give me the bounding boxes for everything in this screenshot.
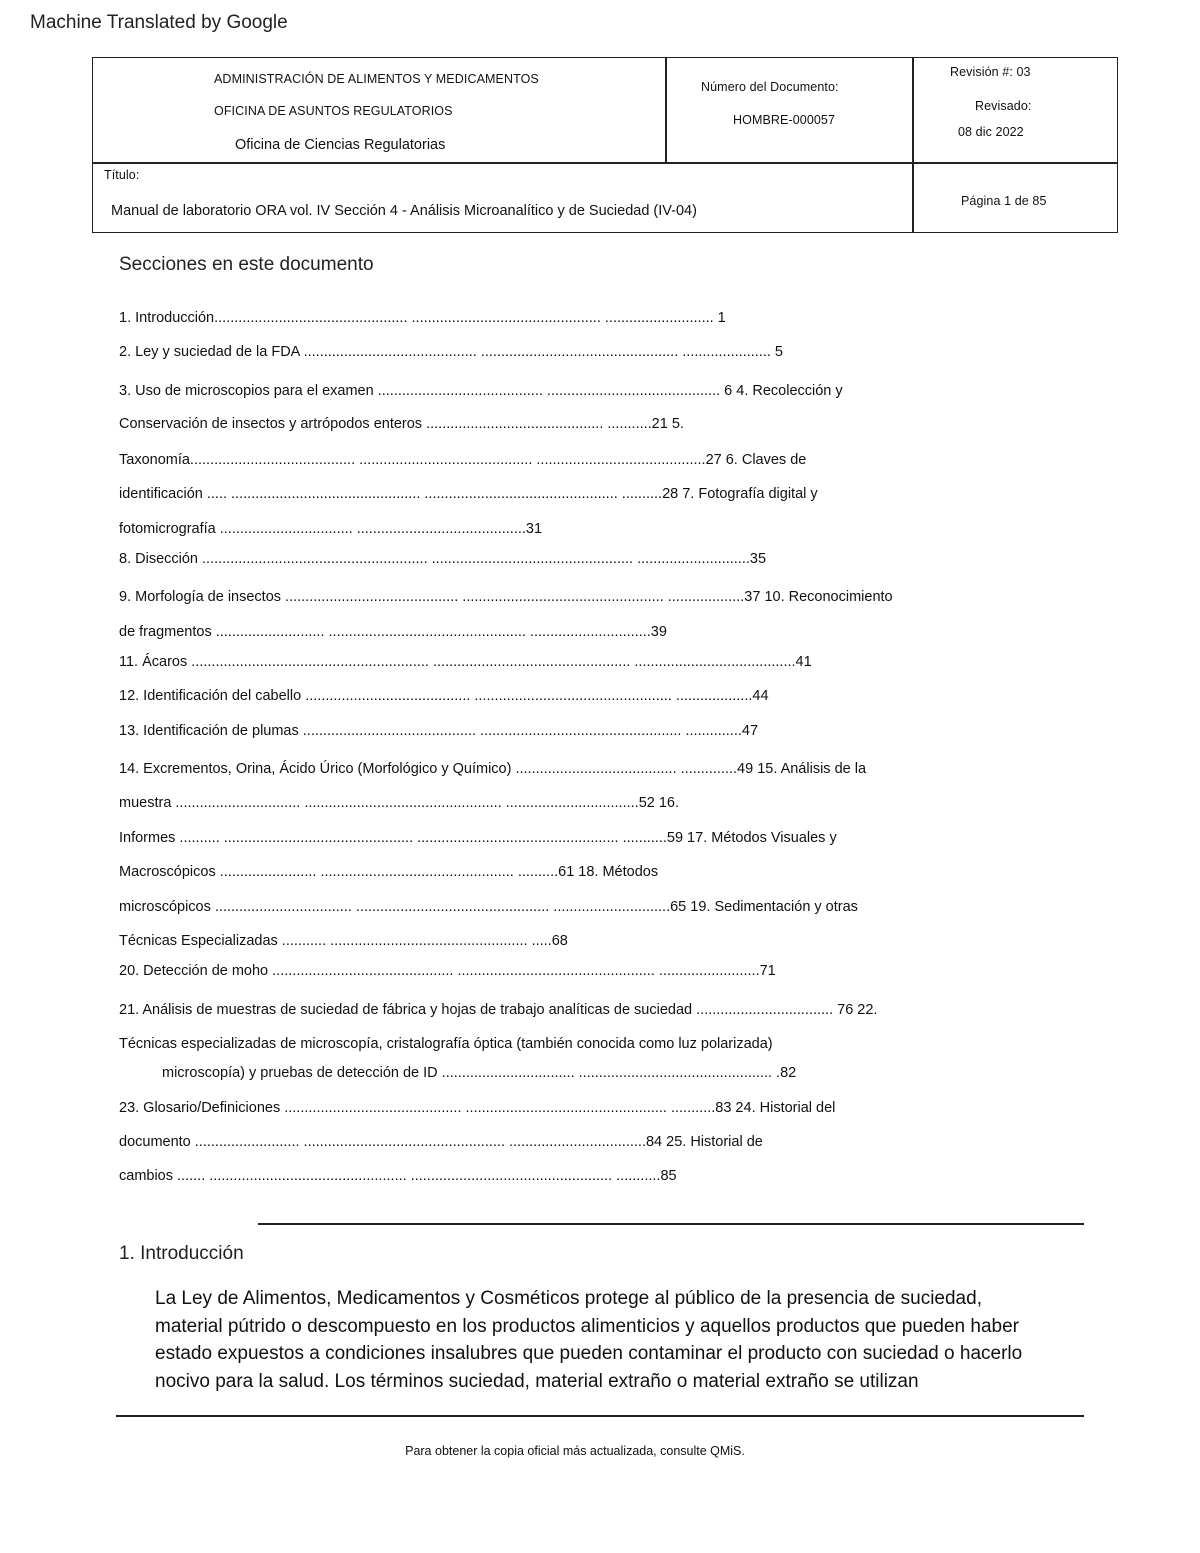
doc-number: HOMBRE-000057 xyxy=(733,113,836,127)
toc-line: 21. Análisis de muestras de suciedad de fábrica y hojas de trabajo analíticas de suciedad .................................. 76 22. xyxy=(119,1002,878,1018)
footer-divider xyxy=(116,1415,1084,1417)
toc-line: 11. Ácaros ........................................................... ................................................. ........................................41 xyxy=(119,654,812,670)
agency-name: ADMINISTRACIÓN DE ALIMENTOS Y MEDICAMENTOS xyxy=(214,72,539,86)
office-name: OFICINA DE ASUNTOS REGULATORIOS xyxy=(214,104,453,118)
toc-line: 3. Uso de microscopios para el examen ......................................... ........................................... 6 4. Recolección y xyxy=(119,383,843,399)
toc-line: 23. Glosario/Definiciones ............................................ .................................................. ...........83 24. Historial del xyxy=(119,1100,836,1116)
title-label: Título: xyxy=(104,168,140,182)
toc-line: Técnicas Especializadas ........... ................................................. .....68 xyxy=(119,933,568,949)
paragraph-line: La Ley de Alimentos, Medicamentos y Cosméticos protege al público de la presencia de suciedad, xyxy=(155,1288,982,1309)
document-header-table xyxy=(92,57,1118,233)
doc-number-label: Número del Documento: xyxy=(701,80,839,94)
toc-line: documento .......................... .................................................. ..................................84 25. Historial de xyxy=(119,1134,763,1150)
paragraph-line: estado expuestos a condiciones insalubres que pueden contaminar el producto con suciedad o hacerlo xyxy=(155,1343,1023,1364)
toc-line: Conservación de insectos y artrópodos enteros ............................................ ...........21 5. xyxy=(119,416,684,432)
toc-line: 9. Morfología de insectos ........................................... .................................................. ...................37 10. Reconocimiento xyxy=(119,589,893,605)
toc-line: identificación ..... ............................................... ................................................ ..........28 7. Fotografía digital y xyxy=(119,486,818,502)
revision-number: Revisión #: 03 xyxy=(950,65,1031,79)
division-name: Oficina de Ciencias Regulatorias xyxy=(235,137,446,153)
section-divider xyxy=(258,1223,1084,1225)
page-number: Página 1 de 85 xyxy=(961,194,1047,208)
header-divider xyxy=(912,58,914,233)
revised-date: 08 dic 2022 xyxy=(958,125,1024,139)
revised-label: Revisado: xyxy=(975,99,1032,113)
toc-line: 12. Identificación del cabello ......................................... ................................................. ...................44 xyxy=(119,688,769,704)
introduction-paragraph xyxy=(155,1285,1095,1395)
toc-line: microscopía) y pruebas de detección de ID ................................. ................................................ .82 xyxy=(162,1065,797,1081)
toc-heading: Secciones en este documento xyxy=(119,254,374,275)
toc-line: cambios ....... ................................................. .................................................. ...........85 xyxy=(119,1168,677,1184)
toc-line: 8. Disección ........................................................ .................................................. ............................35 xyxy=(119,551,767,567)
toc-line: Técnicas especializadas de microscopía, cristalografía óptica (también conocida como luz polarizada) xyxy=(119,1036,773,1052)
toc-line: microscópicos .................................. ................................................ .............................65 19. Sedimentación y otras xyxy=(119,899,858,915)
machine-translation-banner: Machine Translated by Google xyxy=(30,12,288,33)
footer-note: Para obtener la copia oficial más actualizada, consulte QMiS. xyxy=(405,1444,745,1458)
toc-line: muestra ............................... ................................................. .................................52 16. xyxy=(119,795,680,811)
toc-line: 13. Identificación de plumas ........................................... .................................................. ..............47 xyxy=(119,723,759,739)
toc-line: fotomicrografía ................................. ..........................................31 xyxy=(119,521,543,537)
toc-line: 20. Detección de moho ............................................. ................................................. .........................71 xyxy=(119,963,776,979)
toc-line: Macroscópicos ........................ ................................................ ..........61 18. Métodos xyxy=(119,864,659,880)
toc-line: Informes .......... ............................................... .................................................. ...........59 17. Métodos Visuales y xyxy=(119,830,837,846)
toc-line: de fragmentos ........................... ................................................. ..............................39 xyxy=(119,624,667,640)
paragraph-line: material pútrido o descompuesto en los productos alimenticios y aquellos productos que pueden haber xyxy=(155,1315,1019,1337)
document-title: Manual de laboratorio ORA vol. IV Sección 4 - Análisis Microanalítico y de Suciedad (IV-04) xyxy=(111,203,697,219)
toc-line: Taxonomía......................................... ........................................... ..........................................27 6. Claves de xyxy=(119,452,807,468)
toc-line: 14. Excrementos, Orina, Ácido Úrico (Morfológico y Químico) ........................................ ..............49 15. Análisis de la xyxy=(119,761,867,777)
header-divider xyxy=(93,162,1117,164)
header-divider xyxy=(665,58,667,163)
section-heading: 1. Introducción xyxy=(119,1243,244,1264)
paragraph-line: nocivo para la salud. Los términos suciedad, material extraño o material extraño se utilizan xyxy=(155,1370,919,1392)
toc-line: 1. Introducción................................................ ............................................... ........................... 1 xyxy=(119,310,726,326)
toc-line: 2. Ley y suciedad de la FDA ........................................... ................................................. ...................... 5 xyxy=(119,344,783,360)
